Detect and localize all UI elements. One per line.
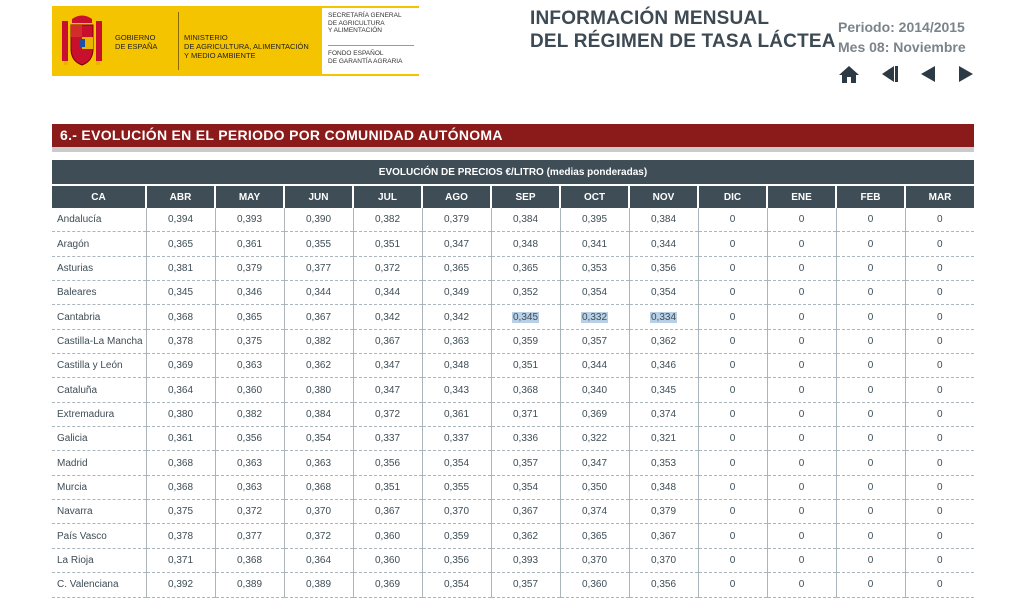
price-cell: 0 [905,548,974,572]
table-row [52,573,974,597]
previous-page-icon[interactable] [917,64,939,84]
price-cell: 0,372 [353,402,422,426]
price-cell: 0 [836,548,905,572]
price-cell: 0,368 [284,475,353,499]
price-cell: 0 [905,451,974,475]
price-cell: 0 [767,475,836,499]
price-cell: 0,346 [629,354,698,378]
price-cell: 0,356 [422,548,491,572]
table-row [52,305,974,329]
price-cell: 0 [698,232,767,256]
selected-value: 0,345 [512,311,539,323]
periodo-label: Periodo: 2014/2015 [838,19,965,35]
price-cell: 0 [905,208,974,232]
price-cell: 0 [767,378,836,402]
price-cell: 0,374 [629,402,698,426]
region-cell: Castilla y León [52,354,146,378]
price-cell: 0 [836,256,905,280]
price-cell: 0 [905,329,974,353]
price-cell: 0 [767,548,836,572]
price-cell: 0,356 [629,573,698,597]
price-cell: 0,349 [422,281,491,305]
price-cell: 0,370 [629,548,698,572]
price-cell: 0,363 [422,329,491,353]
price-cell: 0 [836,232,905,256]
price-cell: 0,347 [422,232,491,256]
price-cell: 0,369 [353,573,422,597]
price-cell: 0,378 [146,524,215,548]
price-cell: 0,370 [560,548,629,572]
price-cell: 0,344 [353,281,422,305]
page-title: INFORMACIÓN MENSUAL DEL RÉGIMEN DE TASA LÁCTEA [530,8,836,52]
column-header: SEP [491,185,560,208]
price-cell: 0 [836,329,905,353]
price-cell: 0 [905,524,974,548]
price-cell: 0,350 [560,475,629,499]
price-cell: 0,367 [491,500,560,524]
price-cell: 0,348 [422,354,491,378]
price-cell: 0,351 [353,232,422,256]
column-header: MAY [215,185,284,208]
price-cell: 0,348 [629,475,698,499]
section-title: 6.- EVOLUCIÓN EN EL PERIODO POR COMUNIDAD AUTÓNOMA [60,127,503,143]
price-cell: 0,389 [215,573,284,597]
price-cell [629,305,698,329]
table-row [52,256,974,280]
price-cell: 0,352 [491,281,560,305]
price-cell: 0,360 [353,548,422,572]
column-header: DIC [698,185,767,208]
region-cell: Madrid [52,451,146,475]
gobierno-label: GOBIERNO DE ESPAÑA [115,33,158,51]
price-cell: 0,336 [491,427,560,451]
secretaria-label: SECRETARÍA GENERAL DE AGRICULTURA Y ALIMENTACIÓN [328,12,402,35]
region-cell: Cantabria [52,305,146,329]
price-cell: 0 [698,256,767,280]
price-cell: 0,368 [215,548,284,572]
price-cell: 0 [836,524,905,548]
fondo-label: FONDO ESPAÑOL DE GARANTÍA AGRARIA [328,50,403,65]
table-row [52,329,974,353]
selected-value: 0,332 [581,311,608,323]
price-cell: 0,369 [146,354,215,378]
price-cell: 0 [905,256,974,280]
price-cell: 0,354 [560,281,629,305]
price-cell: 0 [698,451,767,475]
price-cell [560,305,629,329]
region-cell: Galicia [52,427,146,451]
price-cell: 0,356 [629,256,698,280]
price-cell: 0 [836,208,905,232]
price-cell: 0,348 [491,232,560,256]
region-cell: País Vasco [52,524,146,548]
region-cell: Navarra [52,500,146,524]
price-cell: 0,365 [215,305,284,329]
price-cell: 0,368 [146,475,215,499]
price-cell: 0,375 [146,500,215,524]
table-row [52,281,974,305]
price-cell: 0,372 [284,524,353,548]
column-header: OCT [560,185,629,208]
price-cell: 0 [698,354,767,378]
table-body [52,208,974,597]
region-cell: Cataluña [52,378,146,402]
price-cell: 0,342 [422,305,491,329]
price-cell: 0 [836,500,905,524]
region-cell: Andalucía [52,208,146,232]
price-cell: 0,355 [422,475,491,499]
column-header: AGO [422,185,491,208]
price-cell: 0 [698,208,767,232]
price-cell: 0,381 [146,256,215,280]
price-cell: 0,393 [215,208,284,232]
price-cell: 0 [767,402,836,426]
price-cell: 0,367 [629,524,698,548]
price-cell: 0,364 [146,378,215,402]
region-cell: Extremadura [52,402,146,426]
price-cell: 0,342 [353,305,422,329]
price-cell: 0 [698,305,767,329]
price-cell: 0 [836,281,905,305]
price-cell: 0,351 [353,475,422,499]
price-cell: 0,395 [560,208,629,232]
price-cell: 0,357 [560,329,629,353]
price-cell: 0 [905,573,974,597]
price-cell: 0,362 [284,354,353,378]
price-cell: 0 [767,427,836,451]
price-cell: 0,371 [491,402,560,426]
price-cell: 0,361 [422,402,491,426]
price-cell: 0,389 [284,573,353,597]
price-cell: 0,384 [491,208,560,232]
price-cell: 0,354 [284,427,353,451]
price-cell: 0 [836,378,905,402]
price-cell: 0,337 [422,427,491,451]
price-cell: 0,341 [560,232,629,256]
price-cell: 0 [767,451,836,475]
price-cell: 0 [767,329,836,353]
price-cell: 0,362 [629,329,698,353]
price-cell: 0,374 [560,500,629,524]
price-cell: 0,363 [284,451,353,475]
price-cell: 0 [905,378,974,402]
price-cell: 0,378 [146,329,215,353]
price-cell [491,305,560,329]
price-cell: 0,361 [215,232,284,256]
price-cell: 0,353 [629,451,698,475]
price-cell: 0 [905,402,974,426]
price-cell: 0,363 [215,451,284,475]
home-icon[interactable] [838,64,860,84]
table-row [52,354,974,378]
government-logo-banner [52,6,419,76]
price-cell: 0 [836,427,905,451]
price-cell: 0,354 [422,451,491,475]
section-header [52,124,974,147]
region-cell: Murcia [52,475,146,499]
price-cell: 0 [698,548,767,572]
price-cell: 0,365 [422,256,491,280]
price-cell: 0 [767,573,836,597]
price-cell: 0 [905,305,974,329]
price-cell: 0 [836,354,905,378]
header [0,0,1024,112]
price-cell: 0,392 [146,573,215,597]
price-cell: 0,346 [215,281,284,305]
price-cell: 0 [767,354,836,378]
region-cell: Baleares [52,281,146,305]
price-cell: 0,364 [284,548,353,572]
table-row [52,208,974,232]
price-cell: 0,370 [422,500,491,524]
table-row [52,378,974,402]
price-cell: 0 [767,208,836,232]
price-cell: 0,354 [629,281,698,305]
price-cell: 0 [698,524,767,548]
price-cell: 0 [767,305,836,329]
price-cell: 0,382 [215,402,284,426]
price-cell: 0,343 [422,378,491,402]
price-cell: 0,379 [629,500,698,524]
column-header: CA [52,185,146,208]
logo-divider [178,12,179,70]
price-cell: 0 [767,500,836,524]
price-cell: 0,382 [353,208,422,232]
price-cell: 0,363 [215,354,284,378]
price-cell: 0,390 [284,208,353,232]
column-header: NOV [629,185,698,208]
price-cell: 0 [836,475,905,499]
price-cell: 0 [836,402,905,426]
price-cell: 0,368 [146,451,215,475]
price-cell: 0 [698,573,767,597]
price-cell: 0,368 [491,378,560,402]
price-cell: 0,321 [629,427,698,451]
price-cell: 0 [767,281,836,305]
price-cell: 0,360 [353,524,422,548]
price-cell: 0 [905,354,974,378]
price-cell: 0,357 [491,573,560,597]
price-cell: 0 [698,402,767,426]
next-page-icon[interactable] [955,64,977,84]
column-header: ABR [146,185,215,208]
price-cell: 0,394 [146,208,215,232]
column-header: FEB [836,185,905,208]
ministerio-label: MINISTERIO DE AGRICULTURA, ALIMENTACIÓN Y MEDIO AMBIENTE [184,33,309,60]
price-cell: 0,322 [560,427,629,451]
price-cell: 0 [698,500,767,524]
price-cell: 0,382 [284,329,353,353]
price-cell: 0,393 [491,548,560,572]
table-caption: EVOLUCIÓN DE PRECIOS €/LITRO (medias ponderadas) [52,160,974,185]
price-cell: 0 [698,475,767,499]
price-cell: 0 [905,232,974,256]
price-cell: 0,337 [353,427,422,451]
price-cell: 0 [836,305,905,329]
price-cell: 0,367 [353,500,422,524]
price-cell: 0 [905,500,974,524]
price-cell: 0,344 [284,281,353,305]
price-cell: 0,345 [629,378,698,402]
price-cell: 0 [836,573,905,597]
price-cell: 0,367 [284,305,353,329]
price-cell: 0,380 [284,378,353,402]
price-cell: 0 [905,281,974,305]
price-cell: 0 [698,281,767,305]
region-cell: La Rioja [52,548,146,572]
price-cell: 0,347 [353,354,422,378]
price-cell: 0 [767,232,836,256]
section-divider [52,147,974,152]
column-header: MAR [905,185,974,208]
price-cell: 0,368 [146,305,215,329]
column-header-row [52,185,974,208]
price-cell: 0 [698,427,767,451]
column-header: JUL [353,185,422,208]
price-cell: 0,353 [560,256,629,280]
price-cell: 0,379 [422,208,491,232]
price-cell: 0,354 [422,573,491,597]
price-cell: 0 [767,524,836,548]
price-cell: 0,372 [353,256,422,280]
fega-divider [328,45,414,46]
price-cell: 0,379 [215,256,284,280]
price-cell: 0,380 [146,402,215,426]
region-cell: Asturias [52,256,146,280]
price-cell: 0,363 [215,475,284,499]
price-cell: 0,384 [284,402,353,426]
price-cell: 0,367 [353,329,422,353]
fega-box [322,8,419,74]
table-row [52,524,974,548]
price-table [52,160,974,598]
table-row [52,232,974,256]
price-cell: 0,345 [146,281,215,305]
table-row [52,475,974,499]
selected-value: 0,334 [650,311,677,323]
price-cell: 0,377 [215,524,284,548]
table-row [52,402,974,426]
price-cell: 0,362 [491,524,560,548]
column-header: ENE [767,185,836,208]
price-cell: 0,347 [353,378,422,402]
price-cell: 0 [698,378,767,402]
table-row [52,451,974,475]
price-cell: 0,356 [353,451,422,475]
price-cell: 0 [905,427,974,451]
period-info [838,17,966,57]
mes-label: Mes 08: Noviembre [838,39,966,55]
region-cell: C. Valenciana [52,573,146,597]
price-cell: 0 [767,256,836,280]
price-cell: 0,361 [146,427,215,451]
price-cell: 0,360 [215,378,284,402]
price-cell: 0,359 [491,329,560,353]
price-cell: 0,377 [284,256,353,280]
price-cell: 0,365 [560,524,629,548]
region-cell: Castilla-La Mancha [52,329,146,353]
price-cell: 0,357 [491,451,560,475]
price-cell: 0,360 [560,573,629,597]
price-cell: 0 [905,475,974,499]
table-row [52,548,974,572]
price-cell: 0,370 [284,500,353,524]
price-cell: 0,340 [560,378,629,402]
price-cell: 0,371 [146,548,215,572]
price-cell: 0,355 [284,232,353,256]
price-cell: 0,365 [146,232,215,256]
price-cell: 0,356 [215,427,284,451]
price-cell: 0 [836,451,905,475]
price-cell: 0,384 [629,208,698,232]
price-cell: 0,375 [215,329,284,353]
price-cell: 0,369 [560,402,629,426]
price-cell: 0,365 [491,256,560,280]
price-cell: 0,344 [629,232,698,256]
price-cell: 0,351 [491,354,560,378]
price-cell: 0 [698,329,767,353]
table-row [52,427,974,451]
price-cell: 0,354 [491,475,560,499]
region-cell: Aragón [52,232,146,256]
table-row [52,500,974,524]
coat-of-arms-icon [62,13,102,69]
price-cell: 0,372 [215,500,284,524]
price-cell: 0,344 [560,354,629,378]
first-page-icon[interactable] [878,64,900,84]
price-cell: 0,359 [422,524,491,548]
column-header: JUN [284,185,353,208]
price-cell: 0,347 [560,451,629,475]
